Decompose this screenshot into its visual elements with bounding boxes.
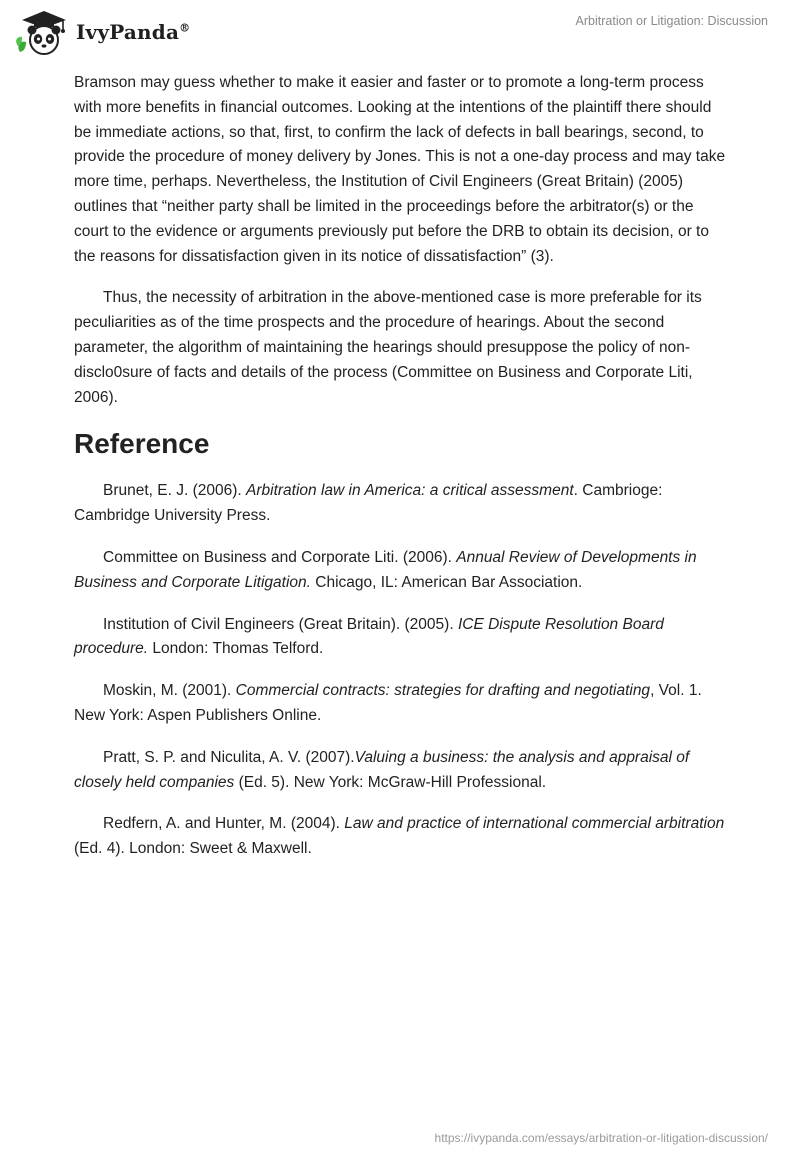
registered-mark: ® — [179, 21, 191, 35]
reference-item: Pratt, S. P. and Niculita, A. V. (2007).Valuing a business: the analysis and appraisal of closely held companies (Ed. 5). New York: McGraw-Hill Professional. — [74, 748, 690, 791]
body-paragraph-2: Thus, the necessity of arbitration in the above-mentioned case is more preferable for its peculiarities as of the time prospects and the procedure of hearings. About the second parameter, the algorithm of maintaining the hearings should presuppose the policy of non-disclo0sure of facts and details of the process (Committee on Business and Corporate Liti, 2006). — [74, 289, 702, 406]
source-url[interactable]: https://ivypanda.com/essays/arbitration-or-litigation-discussion/ — [434, 1131, 768, 1145]
essay-content — [74, 71, 730, 879]
panda-graduate-icon — [14, 8, 70, 56]
reference-item: Redfern, A. and Hunter, M. (2004). Law and practice of international commercial arbitration (Ed. 4). London: Sweet & Maxwell. — [74, 815, 725, 858]
reference-item: Institution of Civil Engineers (Great Britain). (2005). ICE Dispute Resolution Board procedure. London: Thomas Telford. — [74, 615, 664, 658]
document-title: Arbitration or Litigation: Discussion — [575, 14, 768, 28]
body-paragraph-1: Bramson may guess whether to make it easier and faster or to promote a long-term process with more benefits in financial outcomes. Looking at the intentions of the plaintiff there should be immediate actions, so that, first, to confirm the lack of defects in ball bearings, second, to provide the procedure of money delivery by Jones. This is not a one-day process and may take more time, perhaps. Nevertheless, the Institution of Civil Engineers (Great Britain) (2005) outlines that “neither party shall be limited in the proceedings before the arbitrator(s) or the court to the evidence or arguments previously put before the DRB to obtain its decision, or to the reasons for dissatisfaction given in its notice of dissatisfaction” (3). — [74, 74, 726, 265]
reference-item: Brunet, E. J. (2006). Arbitration law in America: a critical assessment. Cambrioge: Cambridge University Press. — [74, 482, 663, 525]
brand-logo[interactable] — [14, 8, 190, 56]
brand-name: IvyPanda® — [76, 20, 191, 44]
reference-item: Moskin, M. (2001). Commercial contracts: strategies for drafting and negotiating, Vol. 1. New York: Aspen Publishers Online. — [74, 682, 702, 724]
references-heading: Reference — [74, 428, 210, 460]
reference-item: Committee on Business and Corporate Liti. (2006). Annual Review of Developments in Business and Corporate Litigation. Chicago, IL: American Bar Association. — [74, 548, 697, 591]
page-header — [0, 0, 800, 70]
